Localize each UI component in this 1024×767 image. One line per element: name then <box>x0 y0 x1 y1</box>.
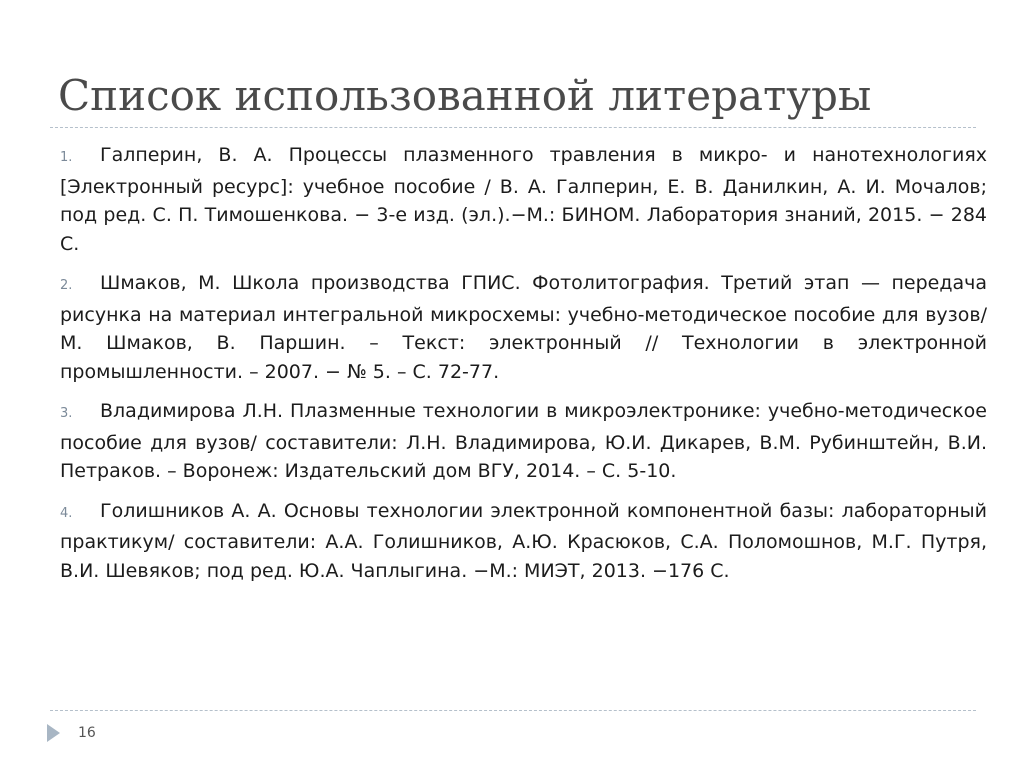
reference-number: 1. <box>60 150 73 165</box>
page-number: 16 <box>78 725 96 741</box>
reference-text: Галперин, В. А. Процессы плазменного травления в микро- и нанотехнологиях [Электронный ресурс]: учебное пособие / В. А. Галперин, Е. В. Данилкин, А. И. Мочалов; под ред. С. П. Тимошенкова. − 3-е изд. (эл.).−М.: БИНОМ. Лаборатория знаний, 2015. − 284 С. <box>60 144 987 255</box>
reference-item-1 <box>60 141 987 258</box>
reference-item-2 <box>60 269 987 386</box>
reference-list <box>60 141 987 596</box>
reference-text: Шмаков, М. Школа производства ГПИС. Фотолитография. Третий этап — передача рисунка на материал интегральной микросхемы: учебно-методическое пособие для вузов/ М. Шмаков, В. Паршин. – Текст: электронный // Технологии в электронной промышленности. – 2007. − № 5. – С. 72-77. <box>60 272 987 383</box>
slide-title: Список использованной литературы <box>58 71 872 120</box>
reference-text: Голишников А. А. Основы технологии электронной компонентной базы: лабораторный практикум/ составители: А.А. Голишников, А.Ю. Красюков, С.А. Поломошнов, М.Г. Путря, В.И. Шевяков; под ред. Ю.А. Чаплыгина. −М.: МИЭТ, 2013. −176 С. <box>60 499 987 582</box>
reference-number: 4. <box>60 505 73 521</box>
reference-number: 3. <box>60 406 73 421</box>
footer-divider <box>50 710 976 711</box>
title-divider <box>50 127 976 128</box>
reference-number: 2. <box>60 278 73 293</box>
reference-text: Владимирова Л.Н. Плазменные технологии в микроэлектронике: учебно-методическое пособие для вузов/ составители: Л.Н. Владимирова, Ю.И. Дикарев, В.М. Рубинштейн, В.И. Петраков. – Воронеж: Издательский дом ВГУ, 2014. – С. 5-10. <box>60 400 987 482</box>
reference-item-3 <box>60 397 987 486</box>
triangle-right-icon <box>47 724 60 742</box>
reference-item-4 <box>60 497 987 586</box>
